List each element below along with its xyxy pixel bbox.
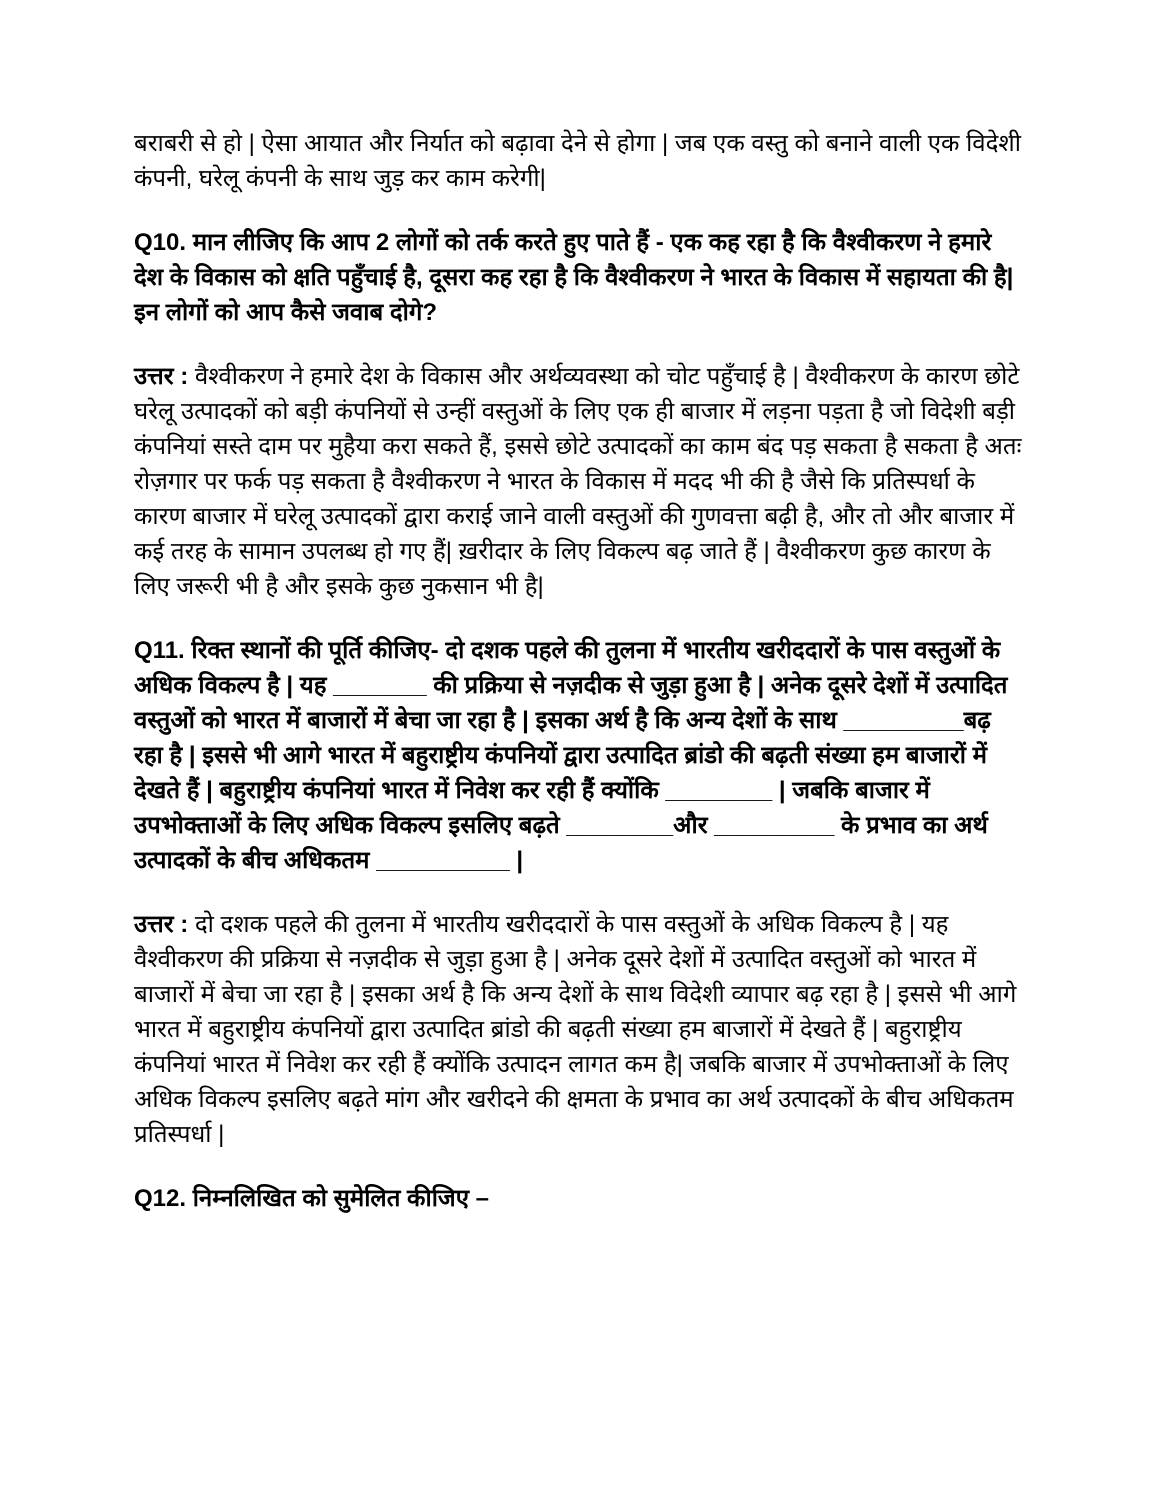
answer-q11-text: दो दशक पहले की तुलना में भारतीय खरीददारों के पास वस्तुओं के अधिक विकल्प है | यह वैश्वीकरण की प्रक्रिया से नज़दीक से जुड़ा हुआ है | अनेक दूसरे देशों में उत्पादित वस्तुओं को भारत में बाजारों में बेचा जा रहा है | इसका अर्थ है कि अन्य देशों के साथ विदेशी व्यापार बढ़ रहा है | इससे भी आगे भारत में बहुराष्ट्रीय कंपनियों द्वारा उत्पादित ब्रांडो की बढ़ती संख्या हम बाजारों में देखते हैं | बहुराष्ट्रीय कंपनियां भारत में निवेश कर रही हैं क्योंकि उत्पादन लागत कम है| जबकि बाजार में उपभोक्ताओं के लिए अधिक विकल्प इसलिए बढ़ते मांग और खरीदने की क्षमता के प्रभाव का अर्थ उत्पादकों के बीच अधिकतम प्रतिस्पर्धा |: [134, 911, 1024, 1148]
answer-q10-label: उत्तर :: [134, 363, 189, 390]
intro-paragraph: बराबरी से हो | ऐसा आयात और निर्यात को बढ़ावा देने से होगा | जब एक वस्तु को बनाने वाली एक विदेशी कंपनी, घरेलू कंपनी के साथ जुड़ कर काम करेगी|: [134, 130, 1028, 192]
answer-q11: [134, 907, 1024, 1152]
answer-q10: [134, 359, 1029, 604]
answer-q11-label: उत्तर :: [134, 911, 189, 938]
question-q10: Q10. मान लीजिए कि आप 2 लोगों को तर्क करते हुए पाते हैं - एक कह रहा है कि वैश्वीकरण ने हमारे देश के विकास को क्षति पहुँचाई है, दूसरा कह रहा है कि वैश्वीकरण ने भारत के विकास में सहायता की है| इन लोगों को आप कैसे जवाब दोगे?: [134, 229, 1021, 326]
question-q11: Q11. रिक्त स्थानों की पूर्ति कीजिए- दो दशक पहले की तुलना में भारतीय खरीददारों के पास वस्तुओं के अधिक विकल्प है | यह _______ की प्रक्रिया से नज़दीक से जुड़ा हुआ है | अनेक दूसरे देशों में उत्पादित वस्तुओं को भारत में बाजारों में बेचा जा रहा है | इसका अर्थ है कि अन्य देशों के साथ _________बढ़ रहा है | इससे भी आगे भारत में बहुराष्ट्रीय कंपनियों द्वारा उत्पादित ब्रांडो की बढ़ती संख्या हम बाजारों में देखते हैं | बहुराष्ट्रीय कंपनियां भारत में निवेश कर रही हैं क्योंकि ________ | जबकि बाजार में उपभोक्ताओं के लिए अधिक विकल्प इसलिए बढ़ते ________और _________ के प्रभाव का अर्थ उत्पादकों के बीच अधिकतम __________ |: [134, 637, 1015, 874]
question-q12: Q12. निम्नलिखित को सुमेलित कीजिए –: [134, 1185, 490, 1212]
answer-q10-text: वैश्वीकरण ने हमारे देश के विकास और अर्थव्यवस्था को चोट पहुँचाई है | वैश्वीकरण के कारण छोटे घरेलू उत्पादकों को बड़ी कंपनियों से उन्हीं वस्तुओं के लिए एक ही बाजार में लड़ना पड़ता है जो विदेशी बड़ी कंपनियां सस्ते दाम पर मुहैया करा सकते हैं, इससे छोटे उत्पादकों का काम बंद पड़ सकता है सकता है अतः रोज़गार पर फर्क पड़ सकता है वैश्वीकरण ने भारत के विकास में मदद भी की है जैसे कि प्रतिस्पर्धा के कारण बाजार में घरेलू उत्पादकों द्वारा कराई जाने वाली वस्तुओं की गुणवत्ता बढ़ी है, और तो और बाजार में कई तरह के सामान उपलब्ध हो गए हैं| ख़रीदार के लिए विकल्प बढ़ जाते हैं | वैश्वीकरण कुछ कारण के लिए जरूरी भी है और इसके कुछ नुकसान भी है|: [134, 363, 1029, 600]
